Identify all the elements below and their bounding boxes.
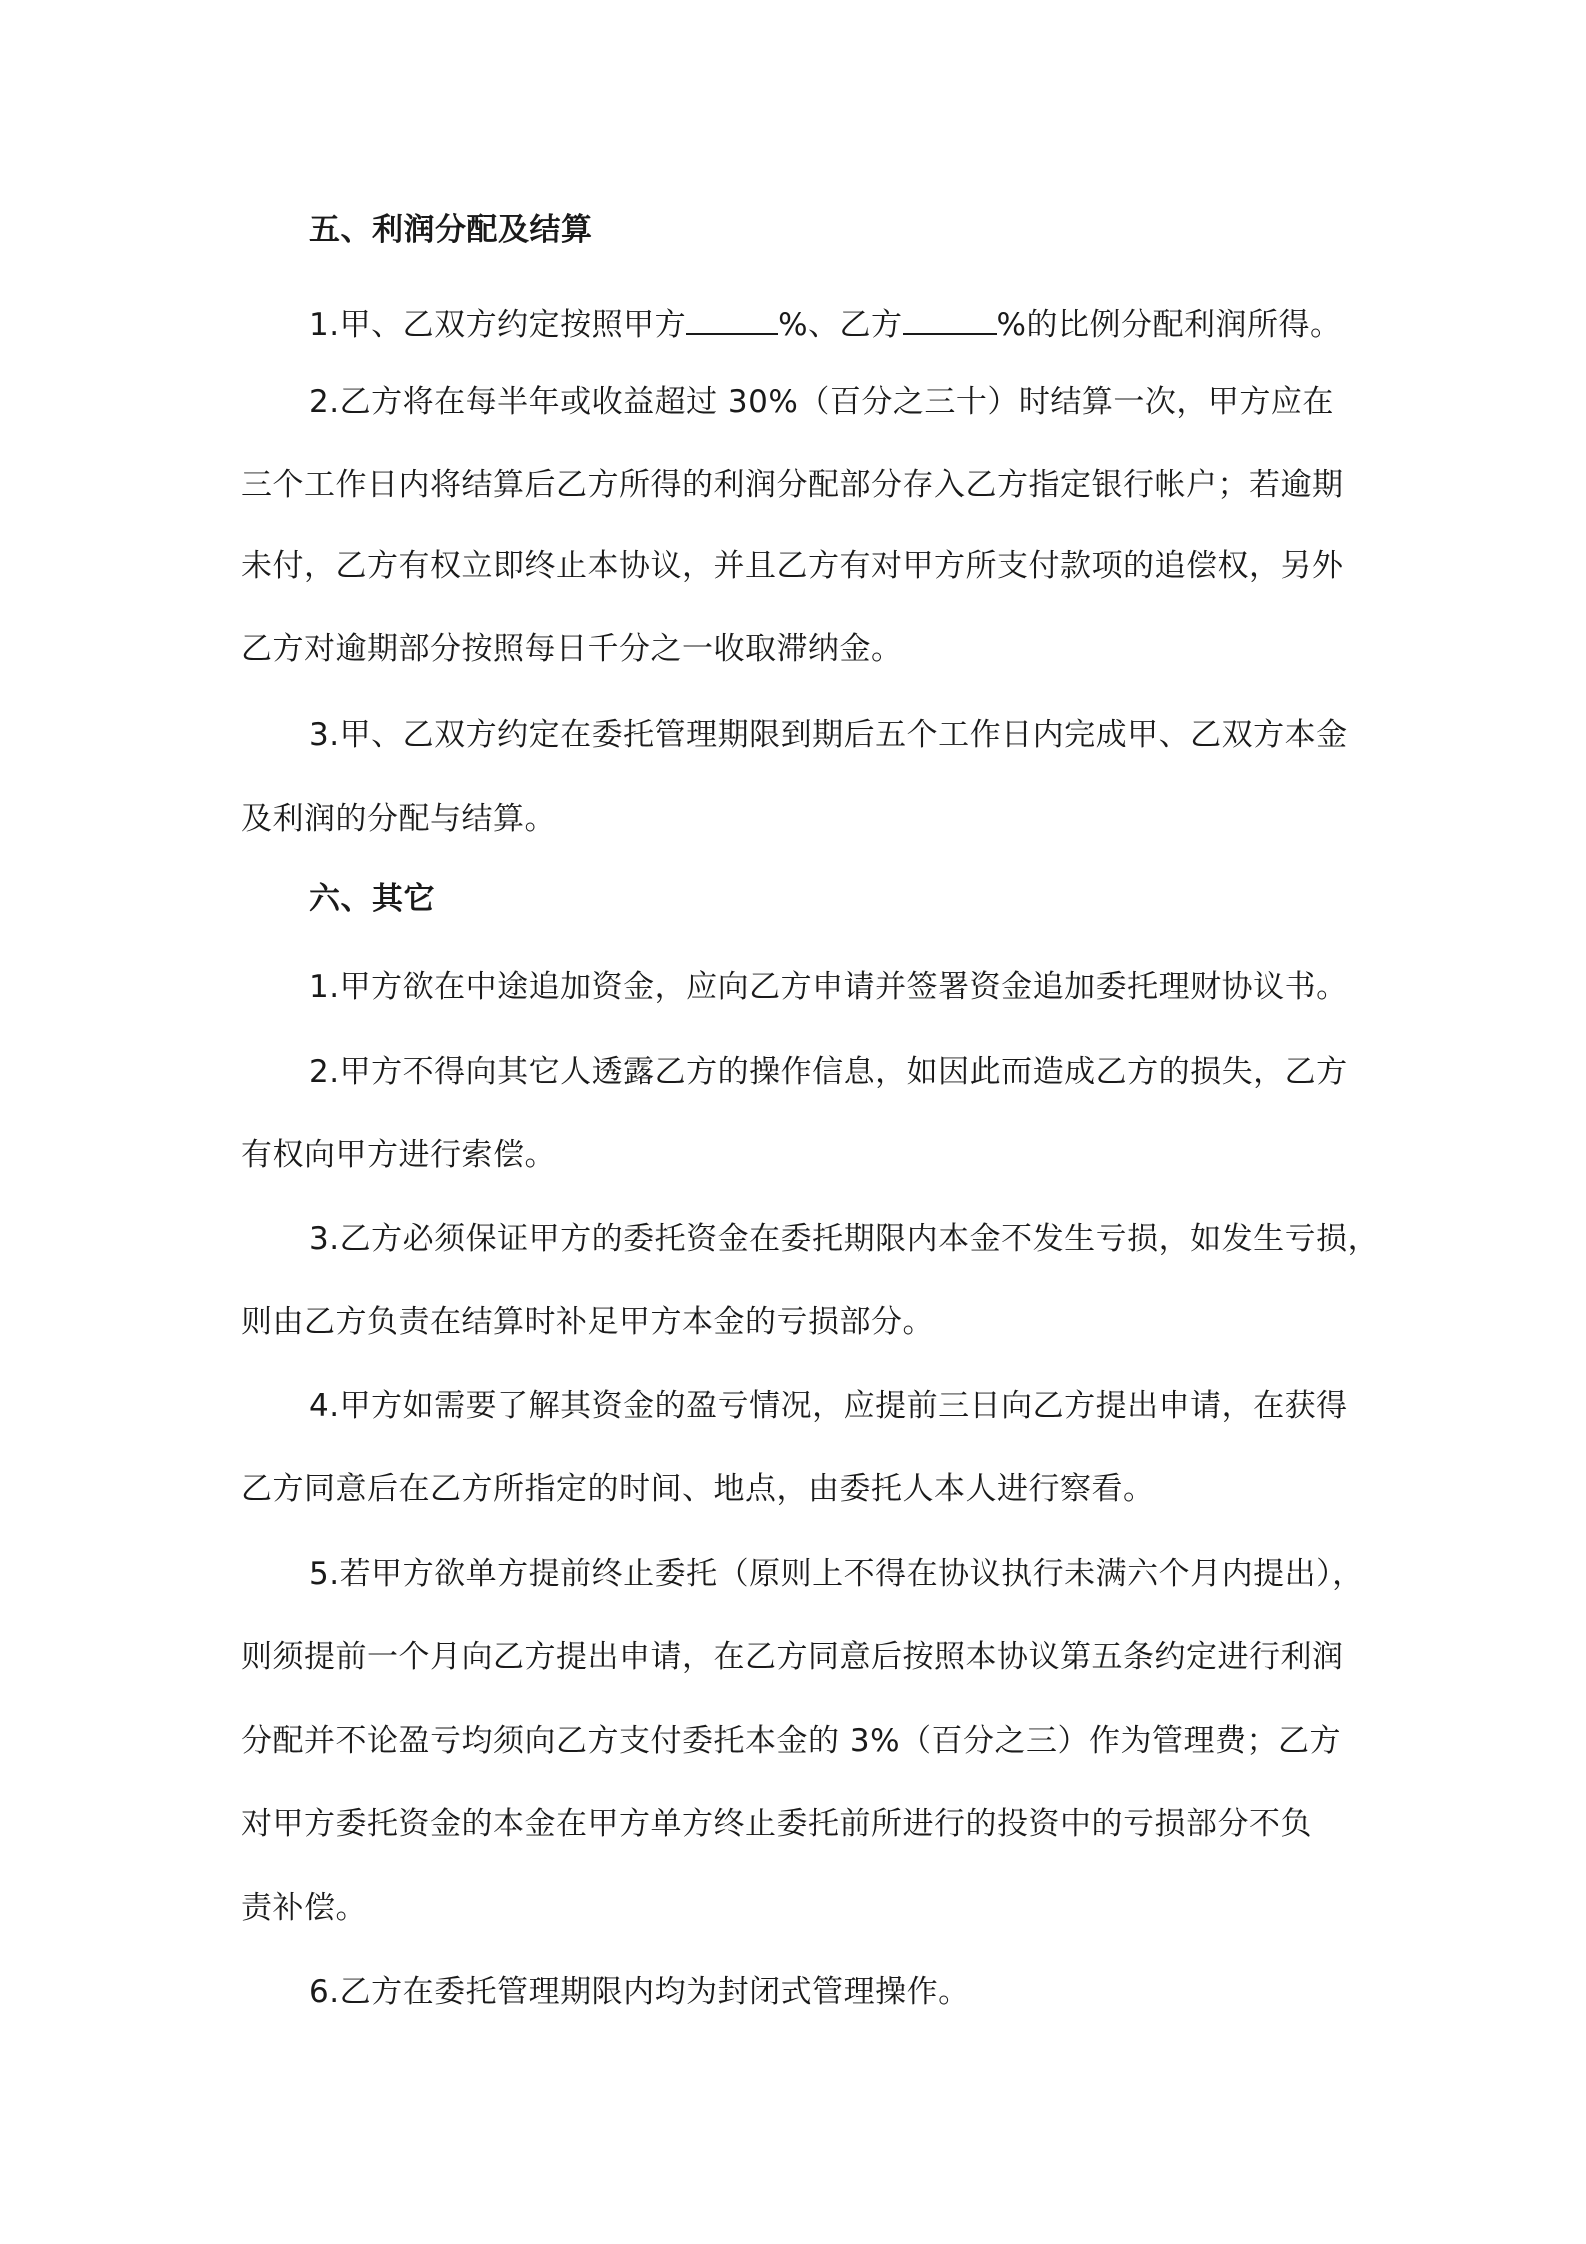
- section-6-clause-4-line-1: 4.甲方如需要了解其资金的盈亏情况，应提前三日向乙方提出申请，在获得: [309, 1388, 1348, 1424]
- clause-text: %、乙方: [778, 307, 903, 343]
- section-6-clause-3-line-2: 则由乙方负责在结算时补足甲方本金的亏损部分。: [241, 1304, 934, 1340]
- section-6-clause-5-line-2: 则须提前一个月向乙方提出申请，在乙方同意后按照本协议第五条约定进行利润: [241, 1639, 1344, 1675]
- section-5-clause-2-line-2: 三个工作日内将结算后乙方所得的利润分配部分存入乙方指定银行帐户；若逾期: [241, 467, 1344, 503]
- section-6-heading: 六、其它: [309, 881, 435, 917]
- section-5-clause-3-line-2: 及利润的分配与结算。: [241, 801, 556, 837]
- section-6-clause-5-line-1: 5.若甲方欲单方提前终止委托（原则上不得在协议执行未满六个月内提出），: [309, 1556, 1364, 1592]
- section-6-clause-2-line-1: 2.甲方不得向其它人透露乙方的操作信息，如因此而造成乙方的损失，乙方: [309, 1054, 1348, 1090]
- party-b-percent-blank[interactable]: [903, 299, 997, 335]
- section-6-clause-5-line-5: 责补偿。: [241, 1890, 367, 1926]
- clause-text: 1.甲、乙双方约定按照甲方: [309, 307, 687, 343]
- section-6-clause-3-line-1: 3.乙方必须保证甲方的委托资金在委托期限内本金不发生亏损，如发生亏损，: [309, 1221, 1380, 1257]
- section-5-heading: 五、利润分配及结算: [309, 212, 593, 248]
- party-a-percent-blank[interactable]: [686, 299, 778, 335]
- section-5-clause-2-line-4: 乙方对逾期部分按照每日千分之一收取滞纳金。: [241, 631, 903, 667]
- section-6-clause-5-line-3: 分配并不论盈亏均须向乙方支付委托本金的 3%（百分之三）作为管理费；乙方: [241, 1723, 1342, 1759]
- section-6-clause-2-line-2: 有权向甲方进行索偿。: [241, 1137, 556, 1173]
- section-5-clause-3-line-1: 3.甲、乙双方约定在委托管理期限到期后五个工作日内完成甲、乙双方本金: [309, 717, 1348, 753]
- section-5-clause-1: [309, 299, 1342, 345]
- section-6-clause-4-line-2: 乙方同意后在乙方所指定的时间、地点，由委托人本人进行察看。: [241, 1471, 1155, 1507]
- clause-text: %的比例分配利润所得。: [996, 307, 1342, 343]
- section-5-clause-2-line-3: 未付，乙方有权立即终止本协议，并且乙方有对甲方所支付款项的追偿权，另外: [241, 548, 1344, 584]
- section-6-clause-1: 1.甲方欲在中途追加资金，应向乙方申请并签署资金追加委托理财协议书。: [309, 969, 1348, 1005]
- section-6-clause-5-line-4: 对甲方委托资金的本金在甲方单方终止委托前所进行的投资中的亏损部分不负: [241, 1806, 1312, 1842]
- section-5-clause-2-line-1: 2.乙方将在每半年或收益超过 30%（百分之三十）时结算一次，甲方应在: [309, 384, 1334, 420]
- section-6-clause-6: 6.乙方在委托管理期限内均为封闭式管理操作。: [309, 1974, 970, 2010]
